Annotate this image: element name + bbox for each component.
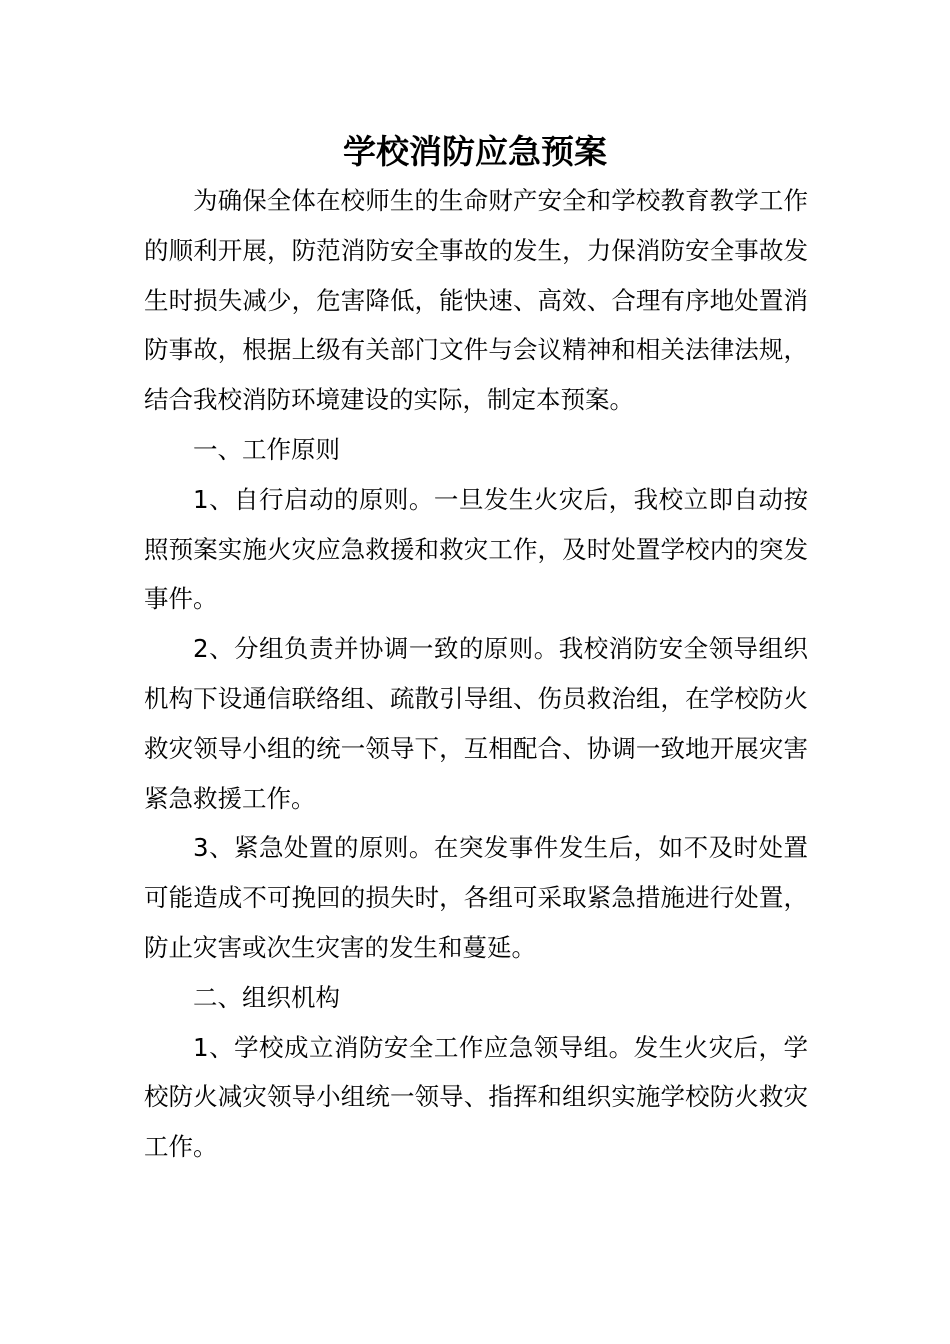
document-body: [144, 176, 808, 1172]
section-heading-organization: 二、组织机构: [193, 982, 340, 1012]
paragraph-organization-1: 1、学校成立消防安全工作应急领导组。发生火灾后，学校防火减灾领导小组统一领导、指挥和组织实施学校防火救灾工作。: [144, 1032, 808, 1162]
paragraph-principle-1: 1、自行启动的原则。一旦发生火灾后，我校立即自动按照预案实施火灾应急救援和救灾工作，及时处置学校内的突发事件。: [144, 484, 808, 614]
paragraph-principle-2: 2、分组负责并协调一致的原则。我校消防安全领导组织机构下设通信联络组、疏散引导组、伤员救治组，在学校防火救灾领导小组的统一领导下，互相配合、协调一致地开展灾害紧急救援工作。: [144, 634, 808, 813]
document-title: 学校消防应急预案: [343, 132, 607, 171]
paragraph-principle-3: 3、紧急处置的原则。在突发事件发生后，如不及时处置可能造成不可挽回的损失时，各组可采取紧急措施进行处置，防止灾害或次生灾害的发生和蔓延。: [144, 833, 808, 962]
section-heading-principles: 一、工作原则: [193, 434, 340, 464]
paragraph-intro: 为确保全体在校师生的生命财产安全和学校教育教学工作的顺利开展，防范消防安全事故的发生，力保消防安全事故发生时损失减少，危害降低，能快速、高效、合理有序地处置消防事故，根据上级有关部门文件与会议精神和相关法律法规，结合我校消防环境建设的实际，制定本预案。: [144, 186, 808, 415]
